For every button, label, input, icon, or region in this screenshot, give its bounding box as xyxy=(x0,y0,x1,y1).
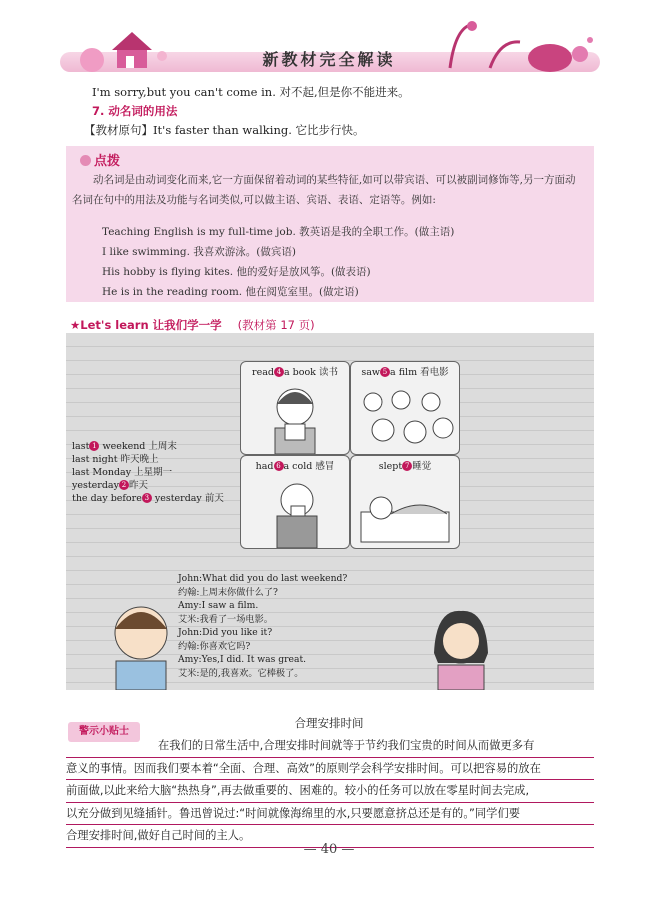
tips-line: 意义的事情。因而我们要本着“全面、合理、高效”的原则学会科学安排时间。可以把容易的放在 xyxy=(66,758,594,781)
dialog xyxy=(178,572,347,680)
list-item: last night 昨天晚上 xyxy=(72,454,159,465)
tips-label: 警示小贴士 xyxy=(68,722,140,742)
header-title: 新教材完全解读 xyxy=(262,50,396,69)
tip-dot-icon xyxy=(80,155,91,166)
tip-title xyxy=(80,150,120,169)
textbook-example: 【教材原句】It's faster than walking. 它比步行快。 xyxy=(84,123,365,137)
sentence-line: I'm sorry,but you can't come in. 对不起,但是你不能进来。 xyxy=(92,85,410,99)
tips-line: 前面做,以此来给大脑“热热身”,再去做重要的、困难的。较小的任务可以放在零星时间去完成, xyxy=(66,780,594,803)
panel-read xyxy=(240,361,350,455)
page-header xyxy=(0,0,658,80)
tip-paragraph: 动名词是由动词变化而来,它一方面保留着动词的某些特征,如可以带宾语、可以被副词修饰等,另一方面动名词在句中的用法及功能与名词类似,可以做主语、宾语、表语、定语等。例如: xyxy=(72,174,576,206)
girl-amy-icon xyxy=(426,603,496,690)
tips-line: 合理安排时间,做好自己时间的主人。 xyxy=(66,825,594,848)
dialog-line: 约翰:上周末你做什么了? xyxy=(178,586,278,598)
lets-learn-title: ★Let's learn 让我们学一学 xyxy=(70,318,222,332)
list-item: last 1 weekend 上周末 xyxy=(72,441,177,452)
panel-label: had 6 a cold 感冒 xyxy=(255,461,335,472)
dialog-line: John:What did you do last weekend? xyxy=(178,573,348,584)
list-item: the day before 3 yesterday 前天 xyxy=(72,493,224,504)
panel-slept xyxy=(350,455,460,549)
dialog-line: John:Did you like it? xyxy=(178,627,273,638)
dialog-line: 艾米:我看了一场电影。 xyxy=(178,613,273,625)
tips-title: 合理安排时间 xyxy=(294,716,364,730)
dialog-line: Amy:Yes,I did. It was great. xyxy=(178,654,307,665)
tips-line: 以充分做到见缝插针。鲁迅曾说过:“时间就像海绵里的水,只要愿意挤总还是有的。”同学们要 xyxy=(66,803,594,826)
tips-text xyxy=(66,735,594,848)
tip-example: I like swimming. 我喜欢游泳。(做宾语) xyxy=(102,246,296,258)
tip-example: His hobby is flying kites. 他的爱好是放风筝。(做表语) xyxy=(102,266,371,278)
dialog-line: Amy:I saw a film. xyxy=(178,600,259,611)
tips-line: 在我们的日常生活中,合理安排时间就等于节约我们宝贵的时间从而做更多有 xyxy=(66,735,594,758)
panel-label: slept 7 睡觉 xyxy=(378,461,432,472)
page-number: — 40 — xyxy=(303,842,355,857)
panel-had xyxy=(240,455,350,549)
tip-title-text: 点拨 xyxy=(94,154,121,169)
section-heading: 7. 动名词的用法 xyxy=(92,104,178,118)
dialog-line: 约翰:你喜欢它吗? xyxy=(178,640,251,652)
panel-saw xyxy=(350,361,460,455)
dialog-line: 艾米:是的,我喜欢。它棒极了。 xyxy=(178,667,304,679)
panel-label: read 4 a book 读书 xyxy=(252,367,338,378)
list-item: yesterday 2 昨天 xyxy=(72,480,148,491)
time-expressions-list xyxy=(72,440,224,505)
tip-example: Teaching English is my full-time job. 教英语是我的全职工作。(做主语) xyxy=(102,226,455,238)
textbook-page-ref: (教材第 17 页) xyxy=(237,318,315,332)
list-item: last Monday 上星期一 xyxy=(72,467,173,478)
tip-example: He is in the reading room. 他在阅览室里。(做定语) xyxy=(102,286,359,298)
panel-label: saw 5 a film 看电影 xyxy=(361,367,449,378)
boy-john-icon xyxy=(106,595,176,690)
lets-learn-heading xyxy=(70,317,315,333)
